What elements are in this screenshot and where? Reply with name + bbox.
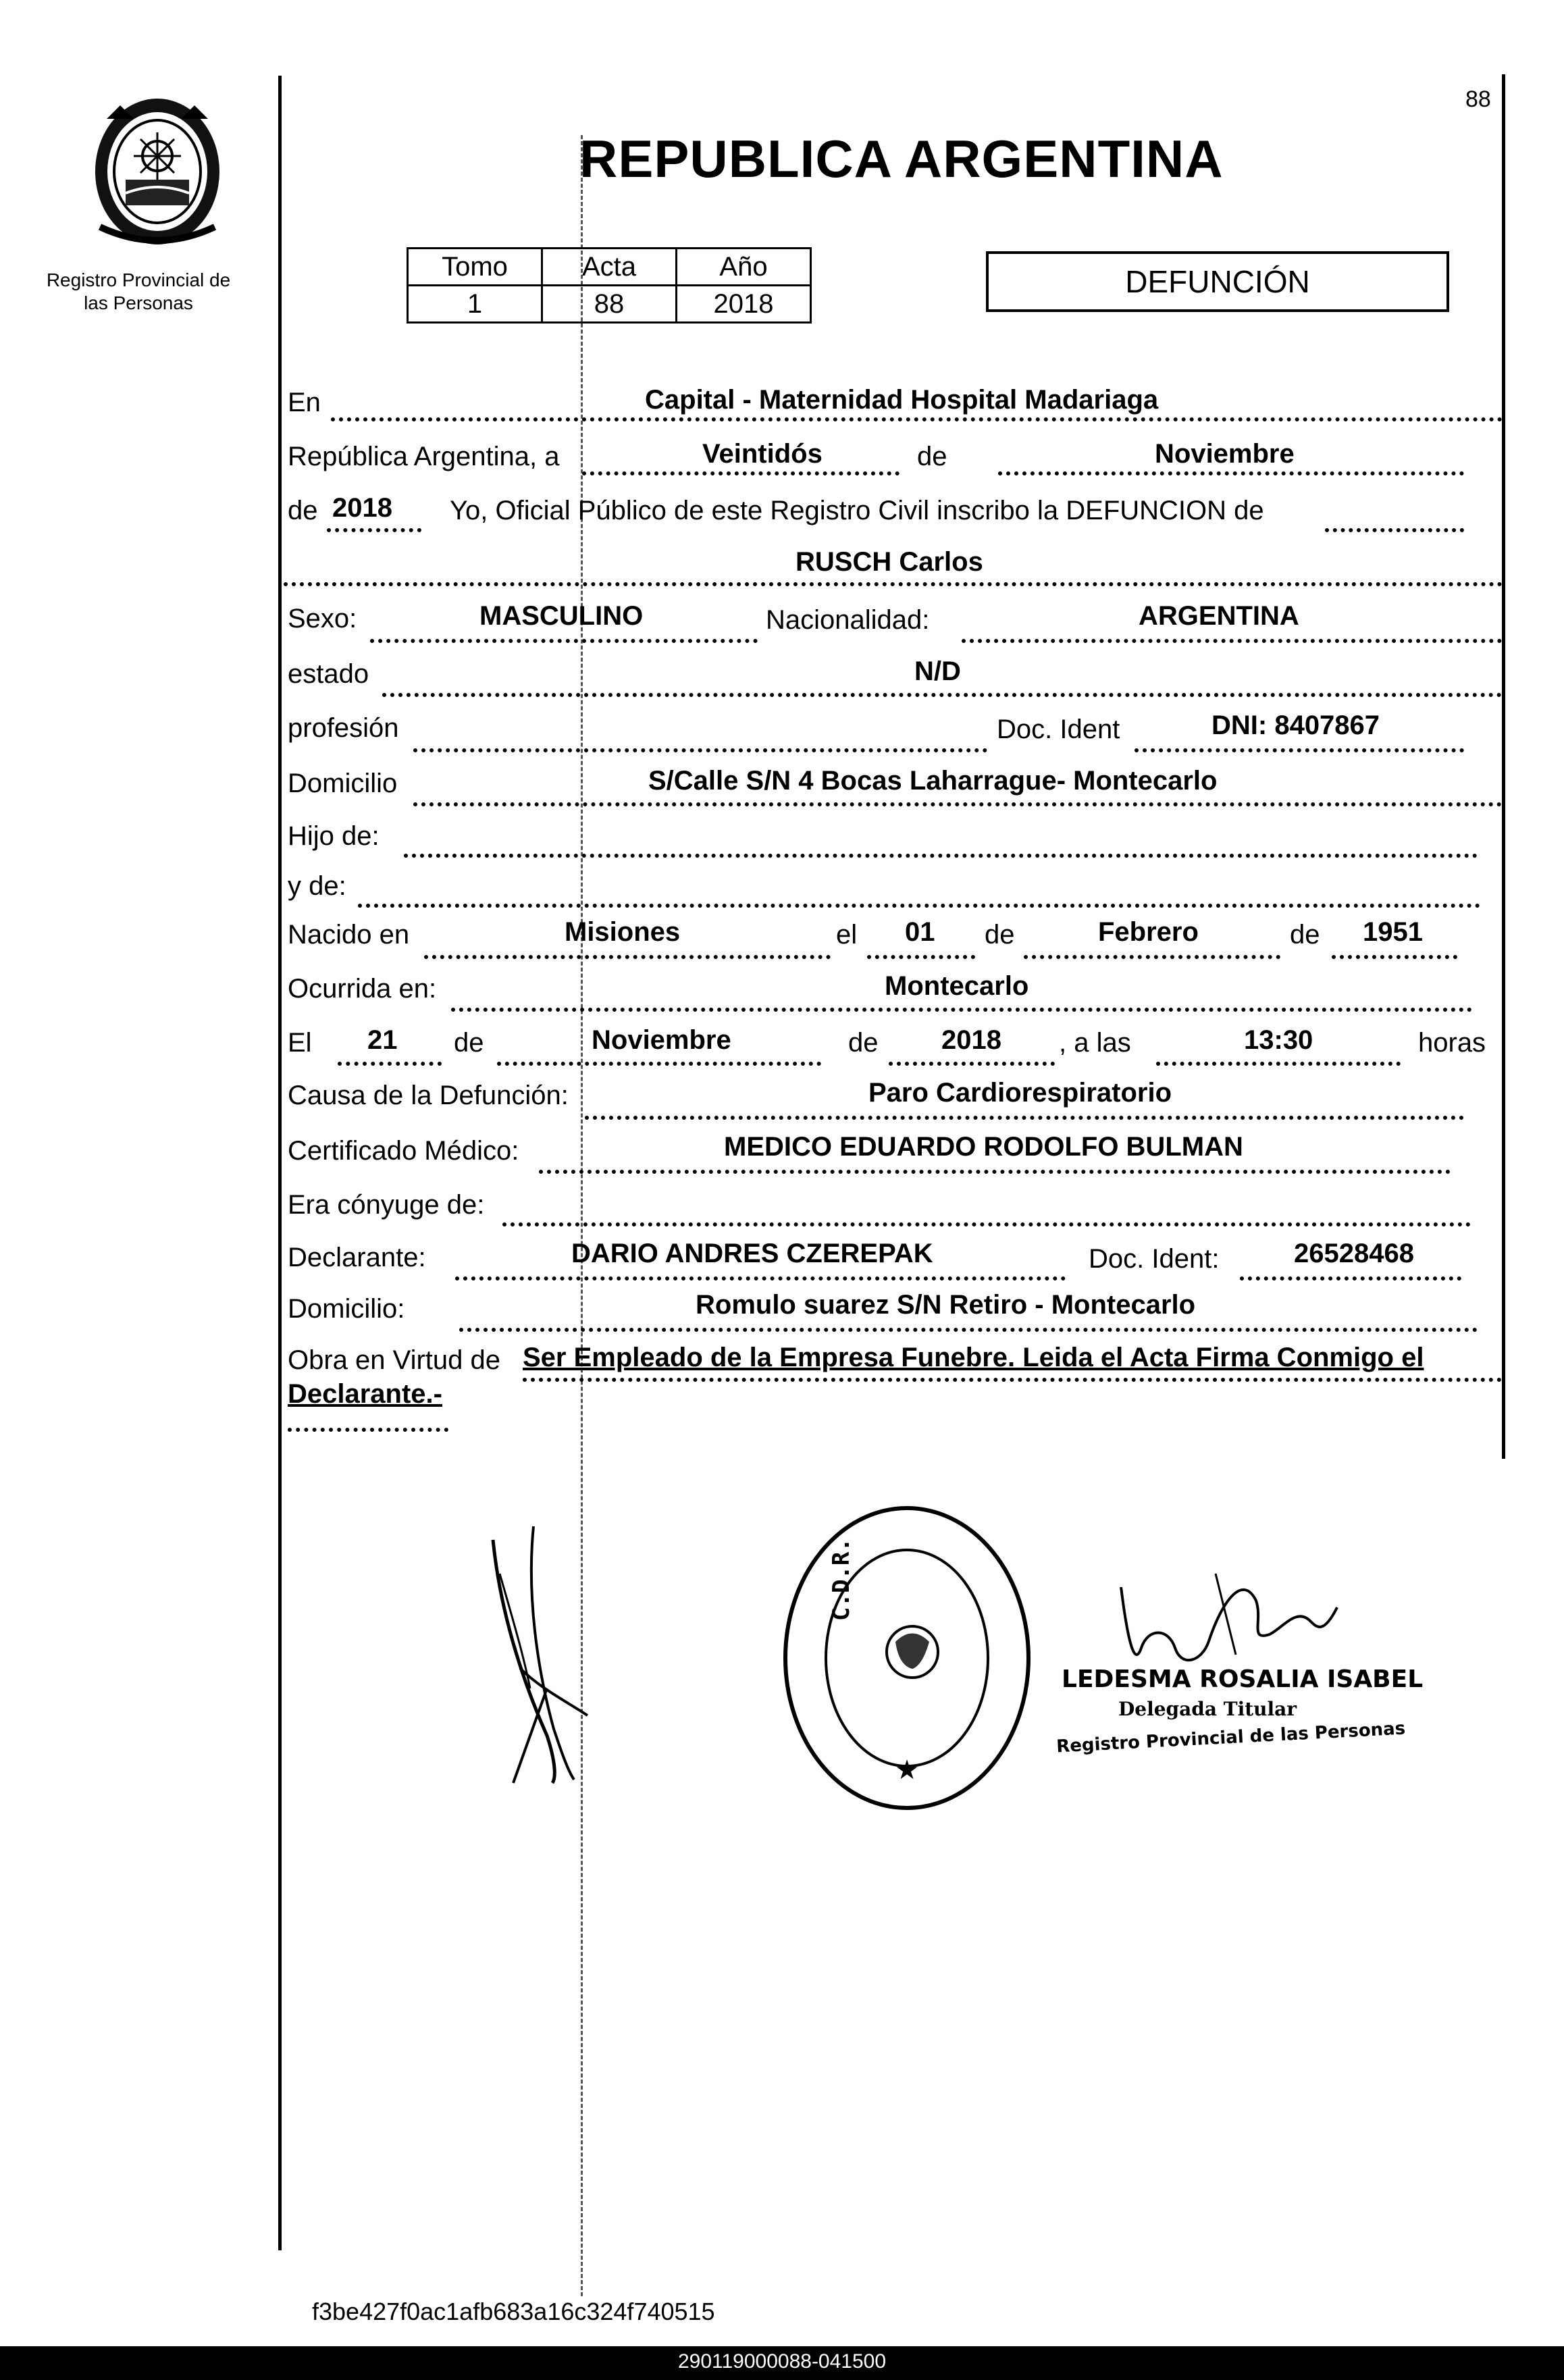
y-de-label: y de: bbox=[288, 871, 346, 901]
name-dotted-line bbox=[284, 582, 1503, 586]
declarant-signature bbox=[473, 1513, 594, 1796]
birth-year: 1951 bbox=[1363, 917, 1423, 947]
birth-year-dotted-line bbox=[1332, 955, 1457, 959]
death-month-dotted-line bbox=[497, 1062, 821, 1066]
declarante-domicilio-dotted-line bbox=[459, 1328, 1478, 1332]
causa-dotted-line bbox=[585, 1116, 1464, 1120]
death-day: 21 bbox=[367, 1025, 398, 1055]
republica-label: República Argentina, a bbox=[288, 442, 560, 471]
nacionalidad-label: Nacionalidad: bbox=[766, 605, 930, 635]
official-role: Delegada Titular bbox=[1118, 1698, 1297, 1720]
death-time-dotted-line bbox=[1156, 1062, 1401, 1066]
ref-value-tomo: 1 bbox=[408, 286, 542, 323]
birth-month: Febrero bbox=[1098, 917, 1199, 947]
day-de-label: de bbox=[917, 442, 947, 471]
ref-header-tomo: Tomo bbox=[408, 249, 542, 286]
day-dotted-line bbox=[582, 471, 900, 475]
oficial-dotted-line bbox=[1325, 528, 1464, 532]
doc-ident-dotted-line bbox=[1135, 748, 1464, 752]
left-margin-line bbox=[278, 76, 282, 2250]
declarante-doc-dotted-line bbox=[1240, 1276, 1461, 1280]
svg-text:★: ★ bbox=[895, 1755, 919, 1786]
death-day-dotted-line bbox=[338, 1062, 442, 1066]
death-month: Noviembre bbox=[592, 1025, 731, 1055]
ocurrida-value: Montecarlo bbox=[885, 971, 1029, 1001]
footer-bar bbox=[0, 2346, 1564, 2380]
death-el-label: El bbox=[288, 1028, 312, 1058]
declarante-dotted-line bbox=[455, 1276, 1066, 1280]
nacido-label: Nacido en bbox=[288, 920, 410, 950]
domicilio-label: Domicilio bbox=[288, 769, 398, 798]
profesion-label: profesión bbox=[288, 713, 399, 743]
nacido-value: Misiones bbox=[565, 917, 681, 947]
sexo-value: MASCULINO bbox=[479, 601, 644, 631]
day-value: Veintidós bbox=[702, 439, 823, 469]
horas-label: horas bbox=[1418, 1028, 1486, 1058]
reference-table bbox=[407, 247, 812, 324]
footer-barcode-text: 290119000088-041500 bbox=[677, 2350, 887, 2373]
en-value: Capital - Maternidad Hospital Madariaga bbox=[645, 385, 1159, 415]
certificado-dotted-line bbox=[539, 1170, 1451, 1174]
en-label: En bbox=[288, 388, 321, 417]
ref-value-acta: 88 bbox=[542, 286, 677, 323]
declarante-domicilio-label: Domicilio: bbox=[288, 1294, 405, 1324]
declarante-doc-label: Doc. Ident: bbox=[1089, 1244, 1220, 1274]
birth-de-label-2: de bbox=[1290, 920, 1320, 950]
death-de-label-2: de bbox=[848, 1028, 879, 1058]
birth-day-dotted-line bbox=[867, 955, 975, 959]
provincial-seal-logo bbox=[80, 92, 235, 251]
estado-dotted-line bbox=[382, 693, 1502, 697]
domicilio-value: S/Calle S/N 4 Bocas Laharrague- Montecarlo bbox=[648, 766, 1218, 796]
hijo-dotted-line bbox=[404, 854, 1478, 858]
sexo-dotted-line bbox=[370, 639, 758, 643]
en-dotted-line bbox=[331, 417, 1503, 421]
death-time: 13:30 bbox=[1244, 1025, 1313, 1055]
month-dotted-line bbox=[998, 471, 1464, 475]
death-year: 2018 bbox=[941, 1025, 1001, 1055]
year-dotted-line bbox=[327, 528, 421, 532]
conyuge-dotted-line bbox=[502, 1222, 1471, 1226]
nacido-dotted-line bbox=[424, 955, 831, 959]
fold-line bbox=[581, 135, 583, 2296]
nacionalidad-dotted-line bbox=[962, 639, 1502, 643]
doc-ident-label: Doc. Ident bbox=[997, 715, 1120, 744]
certificado-label: Certificado Médico: bbox=[288, 1136, 519, 1166]
profesion-dotted-line bbox=[413, 748, 987, 752]
ocurrida-dotted-line bbox=[451, 1008, 1472, 1012]
nacionalidad-value: ARGENTINA bbox=[1139, 601, 1299, 631]
y-de-dotted-line bbox=[358, 904, 1480, 908]
conyuge-label: Era cónyuge de: bbox=[288, 1190, 485, 1220]
birth-day: 01 bbox=[905, 917, 935, 947]
birth-de-label-1: de bbox=[985, 920, 1015, 950]
ref-header-acta: Acta bbox=[542, 249, 677, 286]
hijo-label: Hijo de: bbox=[288, 821, 380, 851]
birth-month-dotted-line bbox=[1024, 955, 1280, 959]
a-las-label: , a las bbox=[1059, 1028, 1131, 1058]
certificado-value: MEDICO EDUARDO RODOLFO BULMAN bbox=[724, 1132, 1243, 1162]
ref-header-anio: Año bbox=[677, 249, 811, 286]
estado-value: N/D bbox=[914, 656, 961, 686]
obra-label: Obra en Virtud de bbox=[288, 1345, 501, 1375]
page-number: 88 bbox=[1465, 86, 1491, 112]
ref-value-anio: 2018 bbox=[677, 286, 811, 323]
official-name: LEDESMA ROSALIA ISABEL bbox=[1062, 1665, 1424, 1693]
logo-caption-line1: Registro Provincial de bbox=[46, 269, 231, 290]
document-hash: f3be427f0ac1afb683a16c324f740515 bbox=[312, 2298, 715, 2325]
oficial-statement: Yo, Oficial Público de este Registro Civil inscribo la DEFUNCION de bbox=[450, 496, 1264, 525]
death-year-dotted-line bbox=[889, 1062, 1055, 1066]
right-margin-line bbox=[1502, 74, 1505, 1459]
obra-dotted-line-2 bbox=[288, 1428, 448, 1432]
declarante-domicilio-value: Romulo suarez S/N Retiro - Montecarlo bbox=[696, 1290, 1196, 1320]
official-stamp bbox=[781, 1503, 1033, 1813]
year-de-label: de bbox=[288, 496, 318, 525]
official-organization: Registro Provincial de las Personas bbox=[1055, 1718, 1406, 1757]
deceased-name: RUSCH Carlos bbox=[796, 547, 983, 577]
declarante-value: DARIO ANDRES CZEREPAK bbox=[571, 1239, 933, 1268]
year-value: 2018 bbox=[332, 493, 392, 523]
death-de-label-1: de bbox=[454, 1028, 484, 1058]
domicilio-dotted-line bbox=[413, 802, 1502, 806]
logo-caption-line2: las Personas bbox=[84, 292, 193, 313]
causa-label: Causa de la Defunción: bbox=[288, 1081, 569, 1110]
birth-el-label: el bbox=[836, 920, 858, 950]
doc-ident-value: DNI: 8407867 bbox=[1211, 710, 1380, 740]
obra-value-line2: Declarante.- bbox=[288, 1379, 442, 1409]
estado-label: estado bbox=[288, 659, 369, 689]
obra-dotted-line bbox=[523, 1378, 1502, 1382]
page-title: REPUBLICA ARGENTINA bbox=[579, 129, 1224, 188]
declarante-doc-value: 26528468 bbox=[1294, 1239, 1414, 1268]
declarante-label: Declarante: bbox=[288, 1243, 426, 1272]
month-value: Noviembre bbox=[1155, 439, 1295, 469]
ocurrida-label: Ocurrida en: bbox=[288, 974, 437, 1004]
causa-value: Paro Cardiorespiratorio bbox=[868, 1078, 1172, 1108]
document-type-box: DEFUNCIÓN bbox=[986, 251, 1449, 312]
sexo-label: Sexo: bbox=[288, 604, 357, 633]
stamp-center-text: C.D.R. bbox=[828, 1538, 855, 1621]
obra-value-line1: Ser Empleado de la Empresa Funebre. Leida el Acta Firma Conmigo el bbox=[523, 1343, 1424, 1372]
